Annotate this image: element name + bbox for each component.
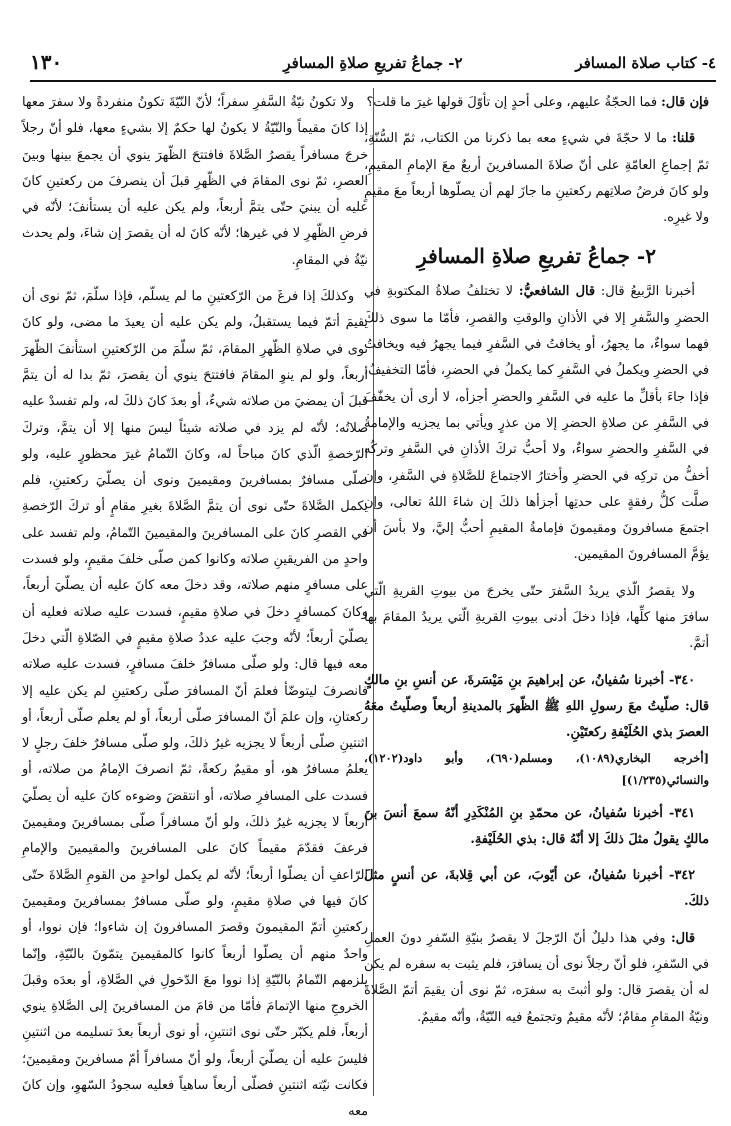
left-column	[22, 90, 368, 1126]
paragraph-shafii	[364, 279, 709, 568]
paragraph-lead: قال:	[670, 930, 695, 946]
hadith-number: ٣٤١-	[662, 805, 695, 821]
hadith-text: أخبرنا سُفيانُ، عن محمّدِ بنِ المُنْكَدِرِ أنّهُ سمعَ أنسَ بنَ مالكٍ يقولُ مثلَ ذلكَ إلا أنّهُ قال: بذي الحُلَيْفةِ.	[364, 805, 709, 847]
paragraph-objection	[364, 90, 709, 116]
paragraph-lead: قال الشافعيُّ:	[518, 284, 595, 300]
paragraph-text: لا تختلفُ صلاةُ المكتوبةِ في الحضرِ والسَّفرِ إلا في الأذانِ والوقتِ والقصرِ، فأمّا ما سوى ذلكَ فهما سواءٌ، ما يجهرُ، أو يخافتُ في السَّفرِ فيما يجهرُ فيه ويخافتُ في الحضرِ ويكملُ في السَّفرِ كما يكملُ في الحضرِ، فأمّا التخفيفُ، فإذا جاءَ بأقلِّ ما عليه في السَّفرِ والحضرِ أجزأه، لا أرى أن يخفّفَ في السَّفرِ عن صلاةِ الحضرِ إلا من عذرٍ ويأتي بما يجزيه والإمامةُ في السَّفرِ والحضرِ سواءٌ، ولا أحبُّ تركَ الأذانِ في السَّفرِ وتركُه أخفُّ من تركِه في الحضرِ وأختارُ الاجتماعَ للصَّلاةِ في السَّفرِ، وإن صلَّت كلُّ رفقةٍ على حدتِها أجزأها ذلكَ إن شاءَ اللهُ تعالى، وإن اجتمعَ مسافرونَ ومقيمونَ فإمامةُ المقيمِ أحبُّ إليَّ، ولا بأسَ أن يؤمَّ المسافرونَ المقيمين.	[364, 284, 709, 563]
paragraph-intention-travel: ولا تكونُ نيّةُ السَّفرِ سفراً؛ لأنّ النّيّةَ تكونُ منفردةً ولا سفرَ معها إذا كانَ مقيماً والنّيّةُ لا يكونُ لها حكمٌ إلا بشيءٍ معها، فلو أنّ رجلاً خرجَ مسافراً يقصرُ الصَّلاةَ فافتتحَ الظّهرَ ينوي أن يجمعَ بينها وبينَ العصرِ، ثمّ نوى المقامَ في الظّهرِ قبلَ أن ينصرفَ من ركعتينِ كانَ عليه أن يبنيَ حتّى يتمَّ أربعاً، ولم يكن عليه أن يستأنفَ؛ لأنّه في فرضِ الظّهرِ لا في غيرها؛ لأنّه كانَ له أن يقصرَ إن شاءَ، ولم يحدث نيّةُ في المقامِ.	[22, 95, 368, 268]
hadith-text: أخبرنا سُفيانُ، عن أيّوبَ، عن أبي قِلابةَ، عن أنسٍ مثلَ ذلكَ.	[364, 868, 709, 910]
paragraph-lead: قلنا:	[672, 131, 695, 147]
book-title: ٤- كتاب صلاة المسافر	[575, 54, 716, 72]
hadith-takhrij: [أخرجه البخاري(١٠٨٩)، ومسلم(٦٩٠)، وأبو داود(١٢٠٢)، والنسائي(١/٢٣٥)]	[364, 750, 710, 787]
paragraph-lead: فإن قال:	[661, 95, 709, 110]
page-header	[30, 48, 716, 82]
paragraph-completion: وكذلكَ إذا فرغَ من الرّكعتينِ ما لم يسلّم، فإذا سلّمَ، ثمّ نوى أن يقيمَ أتمّ فيما يستقبلُ، ولم يكن عليه أن يعيدَ ما مضى، ولو كانَ نوى في صلاةِ الظّهرِ المقامَ، ثمّ سلّمَ من الرّكعتينِ استأنفَ الظّهرَ أربعاً، ولو لم ينوِ المقامَ فافتتحَ ينوي أن يقصرَ، ثمّ بدا له أن يتمَّ قبلَ أن يمضيَ من صلاته شيءٌ، أو بعدَ كانَ ذلكَ له، ولم تفسدْ عليه صلاتُه؛ لأنّه لم يزد في صلاته شيئاً ليسَ منها إلا أن يتمَّ، وتركَ الرّخصةِ الّذي كانَ مباحاً له، وكانَ التّمامُ غيرَ محظورٍ عليه، ولو صلّى مسافرٌ بمسافرينَ ومقيمينَ ونوى أن يصلّيَ ركعتينِ، فلم يكمل الصَّلاةَ حتّى نوى أن يتمَّ الصَّلاةَ بغيرِ مقامٍ أو تركَ الرّخصةِ في القصرِ كانَ على المسافرينَ والمقيمينَ التّمامُ، ولم تفسد على واحدٍ من الفريقينِ صلاته وكانوا كمن صلّى خلفَ مقيمٍ، ولو فسدت على مسافرٍ منهم صلاته، وقد دخلَ معه كانَ عليه أن يصلّيَ أربعاً، وكانَ كمسافرٍ دخلَ في صلاةِ مقيمٍ، فسدت عليه صلاته فعليه أن يصلّيَ أربعاً؛ لأنّه وجبَ عليه عددُ صلاةِ مقيمٍ في الصّلاةِ الّتي دخلَ معه فيها قال: ولو صلّى مسافرٌ خلفَ مسافرٍ، فسدت عليه صلاته فانصرفَ ليتوضّأ فعلمَ أنّ المسافرَ صلّى ركعتينِ لم يكن عليه إلا ركعتانِ، وإن علمَ أنّ المسافرَ صلّى أربعاً، أو لم يعلم صلّى أربعاً، أو اثنتينِ صلّى أربعاً لا يجزيه غيرُ ذلكَ، ولو صلّى مسافرٌ خلفَ رجلٍ لا يعلمُ مسافرٌ هو، أو مقيمٌ ركعةً، ثمّ انصرفَ الإمامُ من صلاته، أو فسدت على المسافرِ صلاته، أو انتقضَ وضوءه كانَ عليه أن يصلّيَ أربعاً لا يجزيه غيرُ ذلكَ، ولو أنّ مسافراً صلّى بمسافرينَ ومقيمينَ فرعفَ فقدّمَ مقيماً كانَ على المسافرينَ والمقيمينَ والإمامِ الرّاعفِ أن يصلّوا أربعاً؛ لأنّه لم يكمل لواحدٍ من القومِ الصَّلاةَ حتّى كانَ فيها في صلاةِ مقيمٍ، ولو صلّى مسافرٌ بمسافرينَ ومقيمينَ ركعتينِ أتمّ المقيمونَ وقصرَ المسافرونَ إن شاءوا؛ فإن نووا، أو واحدٌ منهم أن يصلّوا أربعاً كانوا كالمقيمينَ يتمّونَ بالنّيّةِ، وإنّما يلزمهم التّمامُ بالنّيّةِ إذا نووا معَ الدّخولِ في الصَّلاةِ، أو بعدَه وقبلَ الخروجِ منها الإتمامَ فأمّا من قامَ من المسافرينَ إلى الصَّلاةِ ينوي أربعاً، فلم يكبّر حتّى نوى اثنتينِ، أو نوى أربعاً بعدَ تسليمه من اثنتينِ فليسَ عليه أن يصلّيَ أربعاً، ولو أنّ مسافراً أمّ مسافرينَ ومقيمينَ؛ فكانت نيّته اثنتينِ فصلّى أربعاً ساهياً فعليه سجودُ السّهوِ، وإن كانَ معه	[22, 289, 368, 1120]
paragraph-text: وفي هذا دليلٌ أنّ الرّجلَ لا يقصرُ بنيّةِ السّفرِ دونَ العملِ في السّفرِ، فلو أنّ رجلاً نوى أن يسافرَ، فلم يثبت به سفره لم يكن له أن يقصرَ قال: ولو أثبتَ به سفرَه، ثمّ نوى أن يقيمَ أتمّ الصَّلاةَ ونيّةُ المقامِ مقامٌ؛ لأنّه مقيمٌ وتجتمعُ فيه النّيّةُ، وأنّه مقيمٌ.	[364, 930, 709, 1025]
paragraph-intro: أخبرنا الرَّبيعُ قال:	[594, 284, 695, 300]
hadith-342	[364, 863, 709, 916]
paragraph-text: فما الحجّةُ عليهم، وعلى أحدٍ إن تأوّلَ قولها غيرَ ما قلت؟	[366, 95, 662, 110]
running-section-title: ٢- جماعُ تفريعِ صلاةِ المسافرِ	[283, 54, 463, 72]
paragraph-intention	[364, 926, 709, 1031]
paragraph-reply	[364, 126, 709, 231]
hadith-341	[364, 801, 709, 854]
header-rule	[30, 80, 716, 82]
hadith-number: ٣٤٢-	[662, 868, 695, 884]
section-heading: ٢- جماعُ تفريعِ صلاةِ المسافرِ	[417, 244, 656, 269]
hadith-340	[364, 668, 709, 747]
right-column	[364, 90, 709, 1031]
hadith-text: أخبرنا سُفيانُ، عن إبراهيمَ بنِ مَيْسَرةَ، عن أنسِ بنِ مالكٍ قال: صلّيتُ معَ رسولِ اللهِ ﷺ الظّهرَ بالمدينةِ أربعاً وصلّيتُ معَهُ العصرَ بذي الحُلَيْفةِ ركعتَيْنِ.	[364, 672, 709, 741]
paragraph-travel-limits: ولا يقصرُ الّذي يريدُ السَّفرَ حتّى يخرجَ من بيوتِ القريةِ الّتي سافرَ منها كلِّها، فإذا دخلَ أدنى بيوتِ القريةِ الّتي يريدُ المقامَ بها أتمَّ.	[364, 583, 709, 652]
hadith-number: ٣٤٠-	[664, 672, 695, 688]
page-number: ١٣٠	[30, 50, 63, 74]
paragraph-text: ما لا حجّةَ في شيءٍ معه بما ذكرنا من الكتاب، ثمّ السُّنّةِ، ثمّ إجماعِ العامّةِ على أنّ صلاةَ المسافرينَ أربعٌ معَ الإمامِ المقيمِ، ولو كانَ فرضُ صلاتِهم ركعتينِ ما جازَ لهم أن يصلّوها أربعاً معَ مقيمٍ ولا غيرِه.	[364, 131, 709, 226]
